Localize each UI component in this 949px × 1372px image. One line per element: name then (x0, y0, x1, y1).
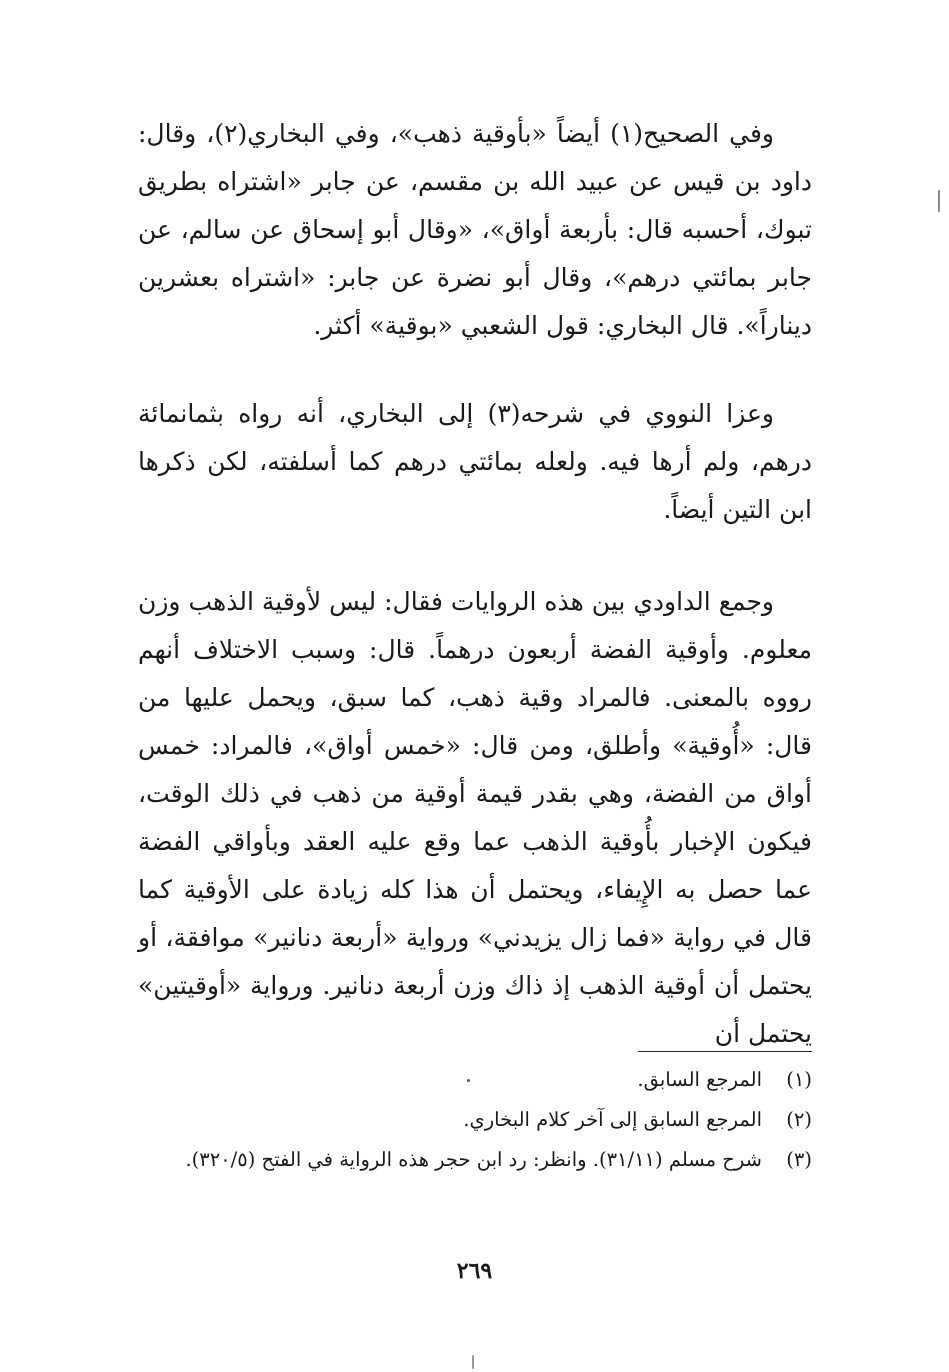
footnote-number: (١) (786, 1068, 812, 1091)
footnote-1 (138, 1060, 812, 1100)
scan-speck (467, 1079, 470, 1082)
paragraph-1 (138, 110, 812, 350)
footnote-2 (138, 1100, 812, 1140)
paragraph-3 (138, 578, 812, 1058)
footnote-3 (138, 1140, 812, 1180)
scan-speck (472, 1355, 474, 1369)
paragraph-2-text: وعزا النووي في شرحه(٣) إلى البخاري، أنه رواه بثمانمائة درهم، ولم أرها فيه. ولعله بمائتي درهم كما أسلفته، لكن ذكرها ابن التين أيضاً. (138, 399, 812, 524)
paragraph-3-text: وجمع الداودي بين هذه الروايات فقال: ليس لأوقية الذهب وزن معلوم. وأوقية الفضة أربعون درهماً. قال: وسبب الاختلاف أنهم رووه بالمعنى. فالمراد وقية ذهب، كما سبق، ويحمل عليها من قال: «أُوقية» وأطلق، ومن قال: «خمس أواق»، فالمراد: خمس أواق من الفضة، وهي بقدر قيمة أوقية من ذهب في ذلك الوقت، فيكون الإخبار بأُوقية الذهب عما وقع عليه العقد وبأواقي الفضة عما حصل به الإِيفاء، ويحتمل أن هذا كله زيادة على الأوقية كما قال في رواية «فما زال يزيدني» ورواية «أربعة دنانير» موافقة، أو يحتمل أن أوقية الذهب إذ ذاك وزن أربعة دنانير. ورواية «أوقيتين» يحتمل أن (138, 587, 812, 1048)
paragraph-1-text: وفي الصحيح(١) أيضاً «بأوقية ذهب»، وفي البخاري(٢)، وقال: داود بن قيس عن عبيد الله بن مقسم، عن جابر «اشتراه بطريق تبوك، أحسبه قال: بأربعة أواق»، «وقال أبو إسحاق عن سالم، عن جابر بمائتي درهم»، وقال أبو نضرة عن جابر: «اشتراه بعشرين ديناراً». قال البخاري: قول الشعبي «بوقية» أكثر. (138, 119, 812, 340)
footnote-text: شرح مسلم (٣١/١١). وانظر: رد ابن حجر هذه الرواية في الفتح (٣٢٠/٥). (185, 1148, 762, 1171)
footnote-text: المرجع السابق. (637, 1068, 762, 1091)
scan-speck (938, 190, 940, 212)
page-number: ٢٦٩ (456, 1258, 493, 1284)
footnote-text: المرجع السابق إلى آخر كلام البخاري. (463, 1108, 762, 1131)
footnote-number: (٣) (786, 1148, 812, 1171)
footnotes (138, 1060, 812, 1180)
footnote-separator (638, 1051, 812, 1052)
paragraph-2 (138, 390, 812, 534)
footnote-number: (٢) (786, 1108, 812, 1131)
